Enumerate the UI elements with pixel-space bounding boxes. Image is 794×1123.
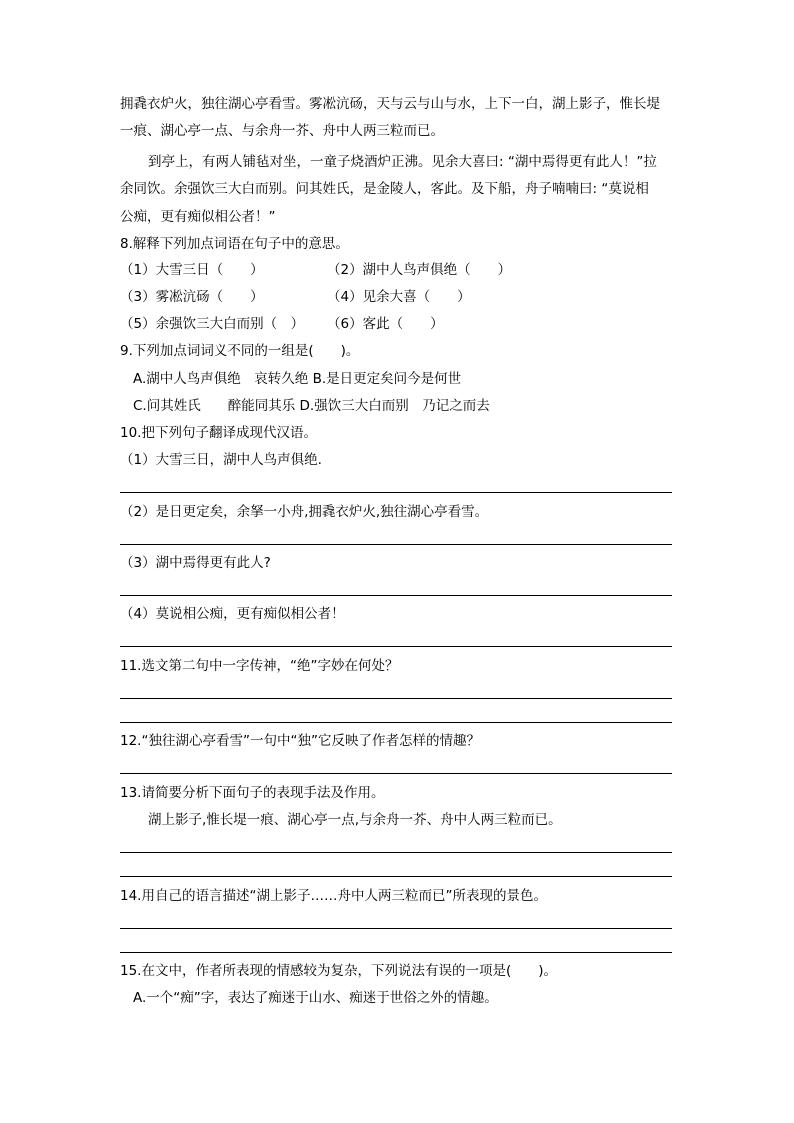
question-9-options-cd: C.问其姓氏 醉能同其乐 D.强饮三大白而别 乃记之而去 xyxy=(133,398,490,414)
question-10-item: （2）是日更定矣，余拏一小舟,拥毳衣炉火,独往湖心亭看雪。 xyxy=(120,504,489,520)
answer-line[interactable] xyxy=(120,492,672,493)
question-8-item: （2）湖中人鸟声俱绝（ ） xyxy=(327,262,512,278)
question-8-item: （3）雾凇沆砀（ ） xyxy=(120,289,264,305)
question-15-option-a: A.一个“痴”字，表达了痴迷于山水、痴迷于世俗之外的情趣。 xyxy=(133,990,498,1006)
question-10-item: （3）湖中焉得更有此人? xyxy=(120,555,271,571)
question-14-stem: 14.用自己的语言描述“湖上影子……舟中人两三粒而已”所表现的景色。 xyxy=(120,888,547,904)
question-11-stem: 11.选文第二句中一字传神，“绝”字妙在何处？ xyxy=(120,658,399,674)
question-15-stem: 15.在文中，作者所表现的情感较为复杂，下列说法有误的一项是( )。 xyxy=(120,963,558,979)
question-10-item: （4）莫说相公痴，更有痴似相公者！ xyxy=(120,606,345,622)
answer-line[interactable] xyxy=(120,876,672,877)
question-8-stem: 8.解释下列加点词语在句子中的意思。 xyxy=(120,236,349,252)
answer-line[interactable] xyxy=(120,952,672,953)
question-8-item: （6）客此（ ） xyxy=(327,316,444,332)
passage-line: 一痕、湖心亭一点、与余舟一芥、舟中人两三粒而已。 xyxy=(120,123,444,139)
passage-line: 余同饮。余强饮三大白而别。问其姓氏，是金陵人，客此。及下船，舟子喃喃曰: “莫说相 xyxy=(120,181,649,197)
question-10-item: （1）大雪三日，湖中人鸟声俱绝. xyxy=(120,452,322,468)
question-13-quote: 湖上影子,惟长堤一痕、湖心亭一点,与余舟一芥、舟中人两三粒而已。 xyxy=(148,812,562,828)
question-10-stem: 10.把下列句子翻译成现代汉语。 xyxy=(120,425,317,441)
question-13-stem: 13.请简要分析下面句子的表现手法及作用。 xyxy=(120,785,385,801)
question-9-stem: 9.下列加点词词义不同的一组是( )。 xyxy=(120,343,360,359)
question-8-item: （1）大雪三日（ ） xyxy=(120,262,264,278)
passage-line: 公痴，更有痴似相公者！” xyxy=(120,209,276,225)
question-8-item: （5）余强饮三大白而别（ ） xyxy=(120,316,305,332)
question-8-item: （4）见余大喜（ ） xyxy=(327,289,471,305)
passage-line: 到亭上，有两人铺毡对坐，一童子烧酒炉正沸。见余大喜曰: “湖中焉得更有此人！”拉 xyxy=(148,154,657,170)
question-9-options-ab: A.湖中人鸟声俱绝 哀转久绝 B.是日更定矣问今是何世 xyxy=(133,371,462,387)
answer-line[interactable] xyxy=(120,773,672,774)
answer-line[interactable] xyxy=(120,928,672,929)
answer-line[interactable] xyxy=(120,595,672,596)
passage-line: 拥毳衣炉火，独往湖心亭看雪。雾凇沆砀，天与云与山与水，上下一白，湖上影子，惟长堤 xyxy=(120,96,660,112)
answer-line[interactable] xyxy=(120,698,672,699)
question-12-stem: 12.“独往湖心亭看雪”一句中“独”它反映了作者怎样的情趣？ xyxy=(120,733,480,749)
answer-line[interactable] xyxy=(120,544,672,545)
answer-line[interactable] xyxy=(120,646,672,647)
answer-line[interactable] xyxy=(120,852,672,853)
answer-line[interactable] xyxy=(120,722,672,723)
